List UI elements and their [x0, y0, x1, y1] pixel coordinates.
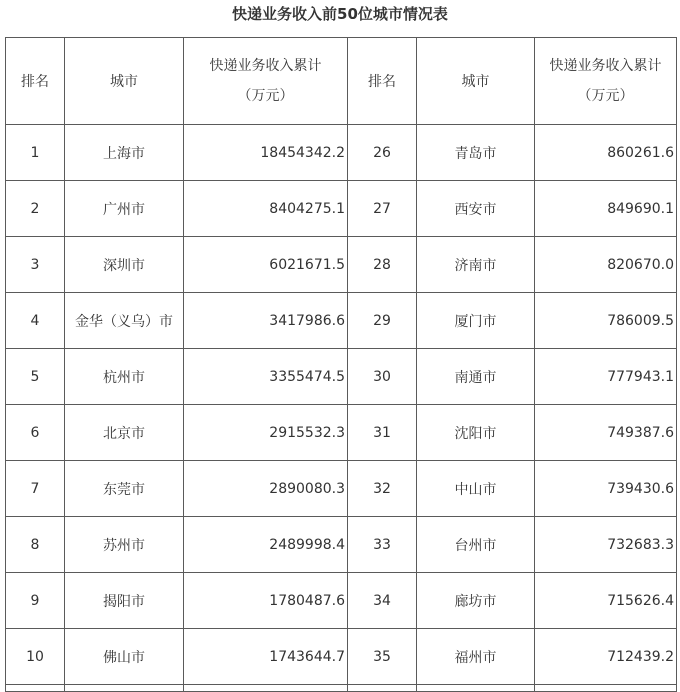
rank-cell: 34: [348, 573, 417, 629]
header-city-right: 城市: [417, 38, 535, 125]
revenue-cell: 2489998.4: [184, 517, 348, 573]
revenue-cell: 8404275.1: [184, 181, 348, 237]
rank-cell: 1: [6, 125, 65, 181]
rank-cell: 6: [6, 405, 65, 461]
city-cell: 西安市: [417, 181, 535, 237]
city-revenue-table: [5, 37, 677, 692]
revenue-cell: 3417986.6: [184, 293, 348, 349]
city-cell: 杭州市: [65, 349, 184, 405]
empty-cell: [535, 685, 677, 692]
rank-cell: 33: [348, 517, 417, 573]
header-city-left: 城市: [65, 38, 184, 125]
rank-cell: 7: [6, 461, 65, 517]
city-cell: 广州市: [65, 181, 184, 237]
table-row: [6, 293, 677, 349]
header-row: [6, 38, 677, 125]
revenue-cell: 732683.3: [535, 517, 677, 573]
revenue-cell: 1743644.7: [184, 629, 348, 685]
empty-cell: [348, 685, 417, 692]
city-cell: 佛山市: [65, 629, 184, 685]
revenue-cell: 786009.5: [535, 293, 677, 349]
header-revenue-line1: 快递业务收入累计: [209, 58, 322, 74]
empty-cell: [184, 685, 348, 692]
revenue-cell: 820670.0: [535, 237, 677, 293]
table-row: [6, 237, 677, 293]
city-cell: 东莞市: [65, 461, 184, 517]
rank-cell: 10: [6, 629, 65, 685]
header-rank-right: 排名: [348, 38, 417, 125]
empty-cell: [6, 685, 65, 692]
revenue-cell: 6021671.5: [184, 237, 348, 293]
revenue-cell: 777943.1: [535, 349, 677, 405]
empty-cell: [65, 685, 184, 692]
rank-cell: 31: [348, 405, 417, 461]
rank-cell: 26: [348, 125, 417, 181]
header-revenue-line2: （万元）: [237, 88, 294, 104]
rank-cell: 2: [6, 181, 65, 237]
table-title: 快递业务收入前50位城市情况表: [232, 5, 448, 23]
header-rank-left: 排名: [6, 38, 65, 125]
header-revenue-line1: 快递业务收入累计: [549, 58, 662, 74]
city-cell: 沈阳市: [417, 405, 535, 461]
revenue-cell: 18454342.2: [184, 125, 348, 181]
header-revenue-line2: （万元）: [577, 88, 634, 104]
empty-cell: [417, 685, 535, 692]
city-cell: 青岛市: [417, 125, 535, 181]
header-revenue-left: [184, 38, 348, 125]
table-row: [6, 349, 677, 405]
table-row: [6, 517, 677, 573]
table-row: [6, 461, 677, 517]
revenue-cell: 2915532.3: [184, 405, 348, 461]
revenue-cell: 1780487.6: [184, 573, 348, 629]
rank-cell: 27: [348, 181, 417, 237]
table-row: [6, 181, 677, 237]
revenue-cell: 860261.6: [535, 125, 677, 181]
rank-cell: 30: [348, 349, 417, 405]
rank-cell: 32: [348, 461, 417, 517]
header-revenue-right: [535, 38, 677, 125]
table-row: [6, 629, 677, 685]
city-cell: 南通市: [417, 349, 535, 405]
revenue-cell: 3355474.5: [184, 349, 348, 405]
revenue-cell: 749387.6: [535, 405, 677, 461]
rank-cell: 35: [348, 629, 417, 685]
revenue-cell: 715626.4: [535, 573, 677, 629]
rank-cell: 29: [348, 293, 417, 349]
city-cell: 上海市: [65, 125, 184, 181]
rank-cell: 8: [6, 517, 65, 573]
table-row: [6, 573, 677, 629]
revenue-cell: 849690.1: [535, 181, 677, 237]
city-cell: 中山市: [417, 461, 535, 517]
table-row: [6, 405, 677, 461]
city-cell: 廊坊市: [417, 573, 535, 629]
revenue-cell: 739430.6: [535, 461, 677, 517]
rank-cell: 4: [6, 293, 65, 349]
city-cell: 厦门市: [417, 293, 535, 349]
city-cell: 金华（义乌）市: [65, 293, 184, 349]
table-row: [6, 125, 677, 181]
city-cell: 济南市: [417, 237, 535, 293]
rank-cell: 3: [6, 237, 65, 293]
city-cell: 北京市: [65, 405, 184, 461]
table-row-cut: [6, 685, 677, 692]
city-cell: 揭阳市: [65, 573, 184, 629]
rank-cell: 5: [6, 349, 65, 405]
rank-cell: 9: [6, 573, 65, 629]
city-cell: 福州市: [417, 629, 535, 685]
revenue-cell: 712439.2: [535, 629, 677, 685]
city-cell: 深圳市: [65, 237, 184, 293]
city-cell: 苏州市: [65, 517, 184, 573]
rank-cell: 28: [348, 237, 417, 293]
city-cell: 台州市: [417, 517, 535, 573]
revenue-cell: 2890080.3: [184, 461, 348, 517]
